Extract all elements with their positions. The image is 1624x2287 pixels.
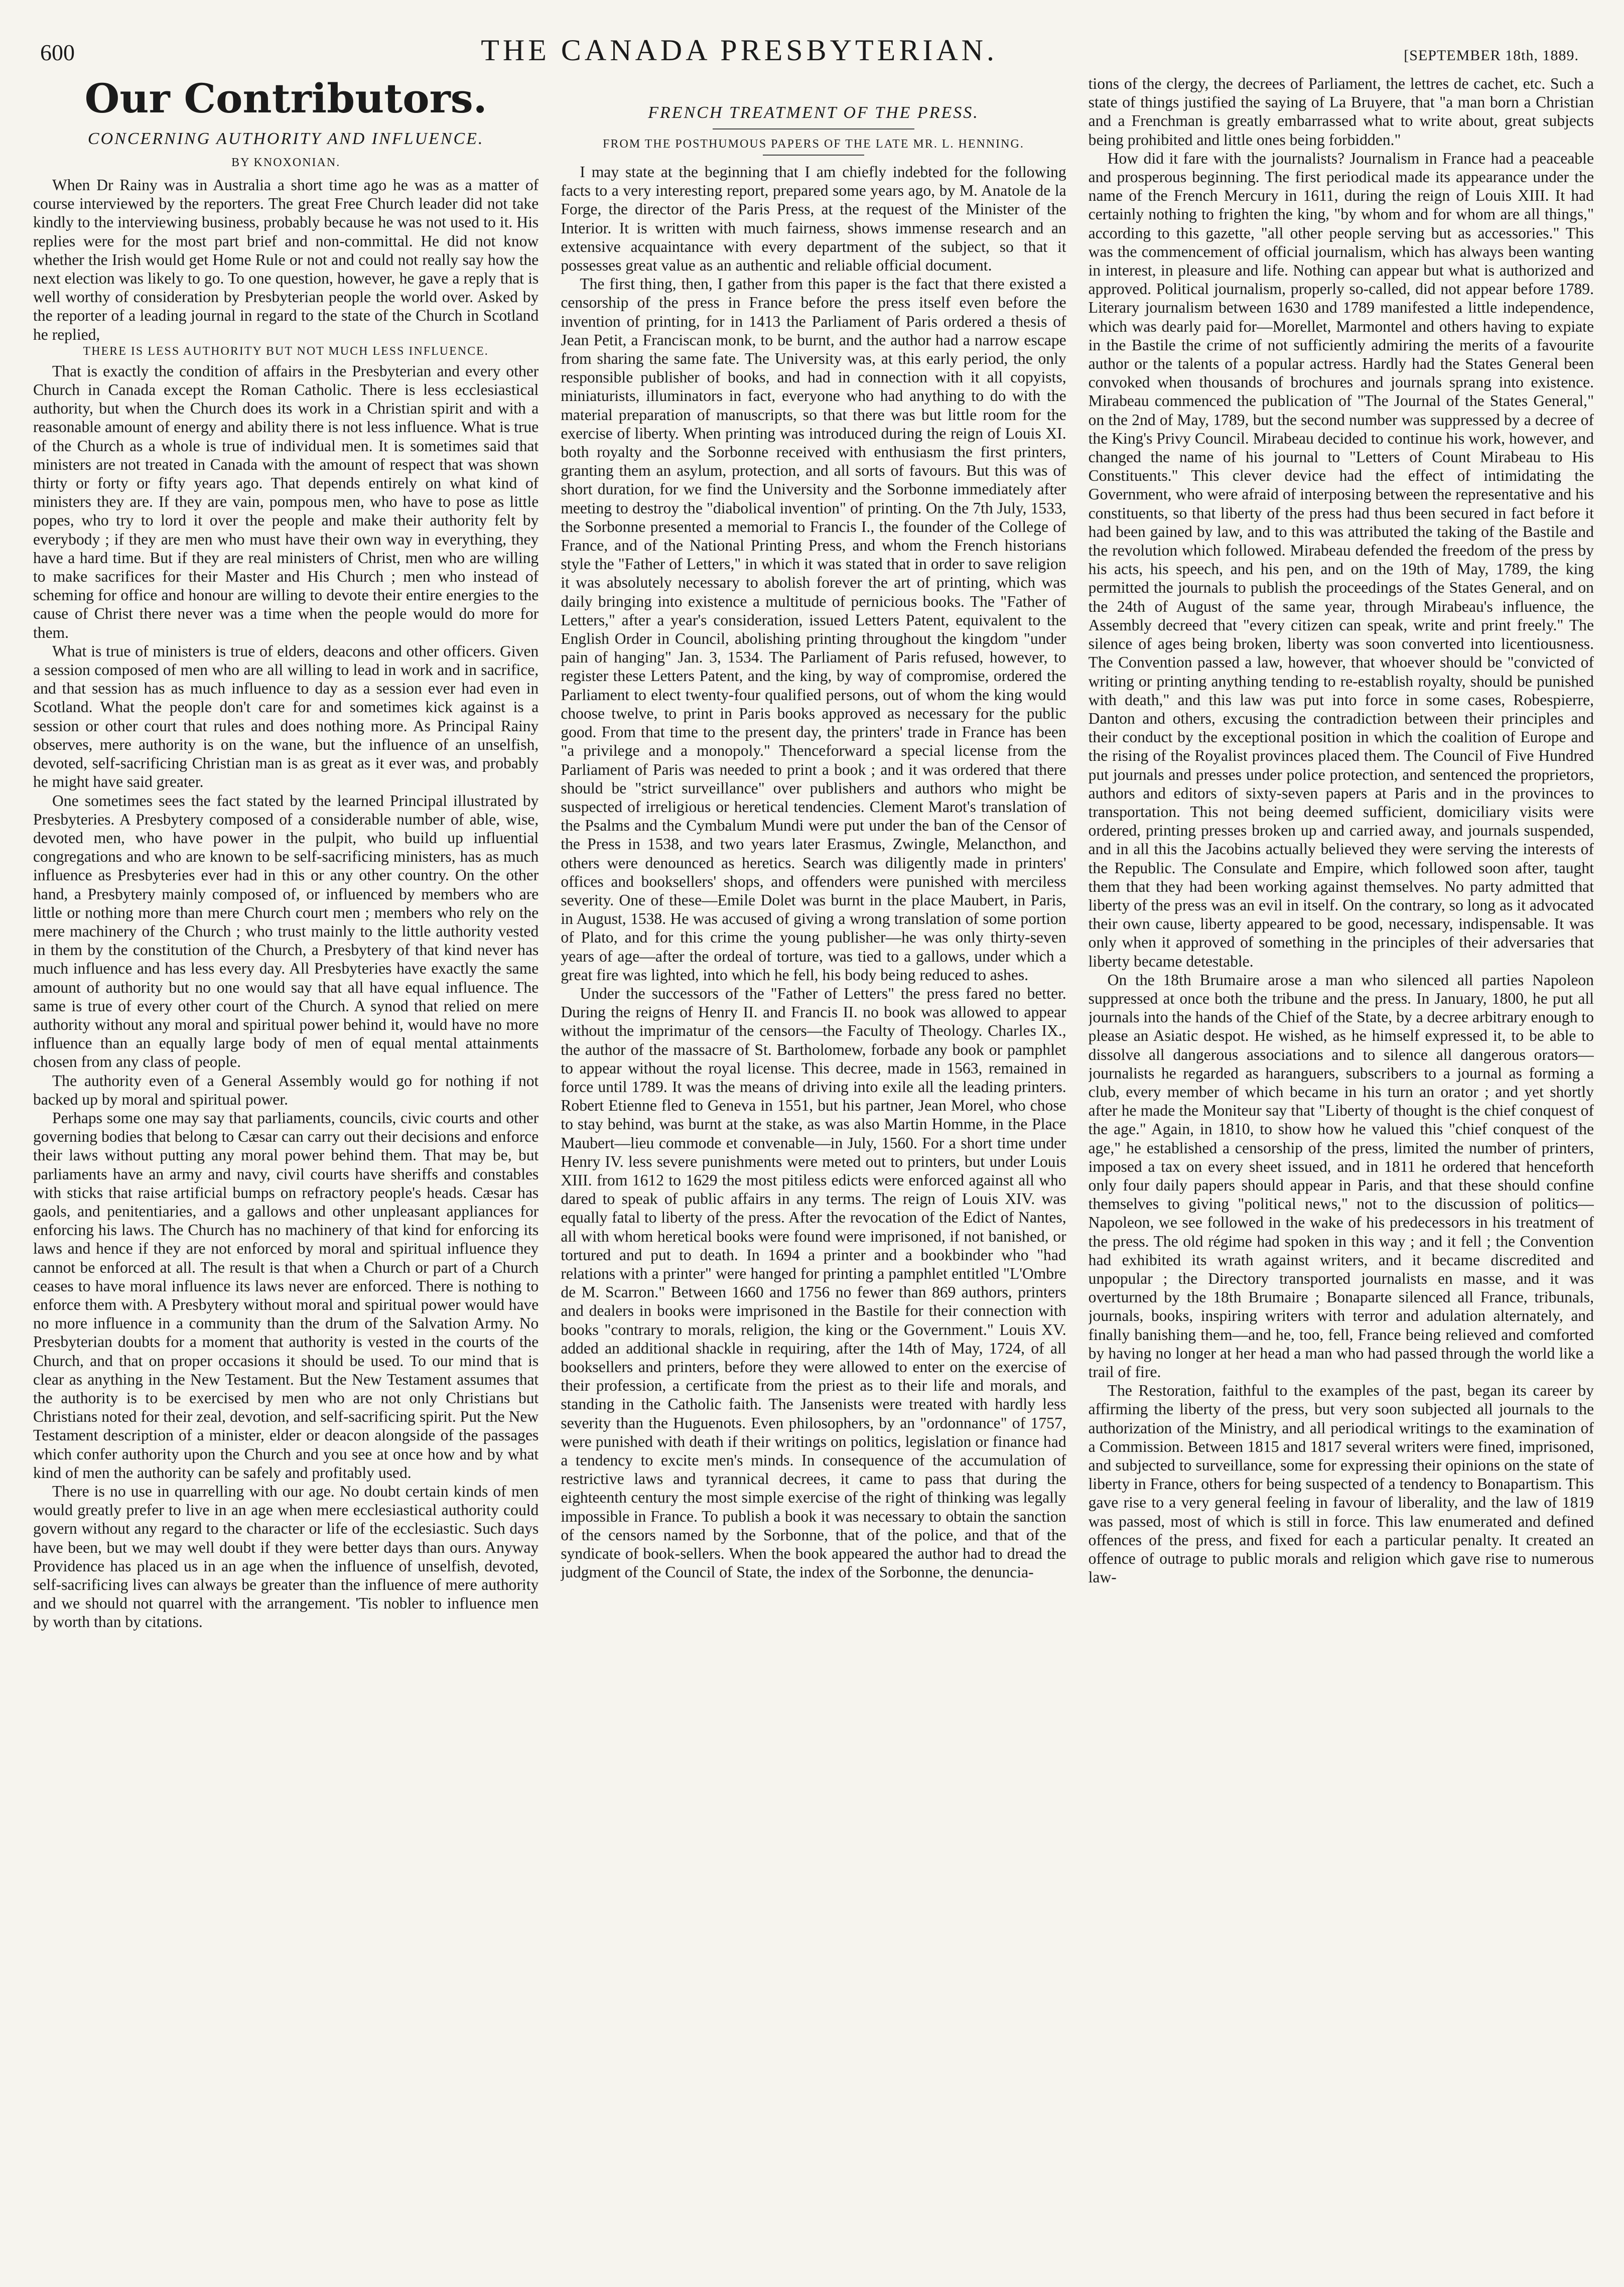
- section-title: Our Contributors.: [84, 75, 487, 122]
- paragraph: Under the successors of the "Father of Letters" the press fared no better. During the reigns of Henry II. and Francis II. no book was allowed to appear without the imprimatur of the censors—the Faculty of Theology. Charles IX., the author of the massacre of St. Bartholomew, forbade any book or pamphlet to appear without the royal license. This decree, made in 1563, remained in force until 1789. It was the means of driving into exile all the leading printers. Robert Etienne fled to Geneva in 1551, but his partner, Jean Morel, who chose to stay behind, was burnt at the stake, as was also Martin Homme, in the Place Maubert—lieu commode et convenable—in July, 1560. For a short time under Henry IV. less severe punishments were meted out to printers, but under Louis XIII. from 1612 to 1629 the most pitiless edicts were enforced against all who dared to speak of public affairs in any terms. The reign of Louis XIV. was equally fatal to liberty of the press. After the revocation of the Edict of Nantes, all with whom heretical books were found were imprisoned, if not banished, or tortured and put to death. In 1694 a printer and a bookbinder who "had relations with a printer" were hanged for printing a pamphlet entitled "L'Ombre de M. Scarron." Between 1660 and 1756 no fewer than 869 authors, printers and dealers in books were imprisoned in the Bastile for their connection with books "contrary to morals, religion, the king or the Government." Louis XV. added an additional shackle in requiring, after the 14th of May, 1724, of all booksellers and printers, before they were allowed to enter on the exercise of their profession, a certificate from the priest as to their life and morals, and standing in the Catholic faith. The Jansenists were treated with hardly less severity than the Huguenots. Even philosophers, by an "ordonnance" of 1757, were punished with death if their writings on politics, legislation or finance had a tendency to excite men's minds. In consequence of the accumulation of restrictive laws and tyrannical decrees, it came to pass that during the eighteenth century the most simple exercise of the right of thinking was legally impossible in France. To publish a book it was necessary to obtain the sanction of the censors named by the Sorbonne, that of the police, and that of the syndicate of book-sellers. When the book appeared the author had to dread the judgment of the Council of State, the index of the Sorbonne, the denuncia-: [561, 984, 1066, 1581]
- pull-quote: THERE IS LESS AUTHORITY BUT NOT MUCH LESS INFLUENCE.: [83, 344, 489, 358]
- divider: [713, 128, 915, 129]
- byline: BY KNOXONIAN.: [231, 156, 341, 169]
- paragraph: How did it fare with the journalists? Journalism in France had a peaceable and prosperous beginning. The first periodical made its appearance under the name of the French Mercury in 1611, during the reign of Louis XIII. It had certainly nothing to frighten the king, "by whom and for whom are all things," according to this gazette, "all other people serving but as accessories." This was the commencement of official journalism, which has always been wanting in interest, in pleasure and life. Nothing can appear but what is authorized and approved. Political journalism, properly so-called, did not appear before 1789. Literary journalism between 1630 and 1789 manifested a little independence, which was dearly paid for—Morellet, Marmontel and others having to expiate in the Bastile the crime of not sufficiently admiring the merits of a favourite author or the talents of a popular actress. Hardly had the States General been convoked when thousands of brochures and journals sprang into existence. Mirabeau commenced the publication of "The Journal of the States General," on the 2nd of May, 1789, but the second number was suppressed by a decree of the King's Privy Council. Mirabeau decided to continue his work, however, and changed the name of his journal to "Letters of Count Mirabeau to His Constituents." This clever device had the effect of intimidating the Government, who were afraid of interposing between the representative and his constituents, so that liberty of the press had thus been secured in fact before it had been gained by law, and to this was attributed the taking of the Bastile and the revolution which followed. Mirabeau defended the freedom of the press by his acts, his speech, and his pen, and on the 19th of May, 1789, the king permitted the journals to publish the proceedings of the States General, and on the 24th of August of the same year, through Mirabeau's influence, the Assembly decreed that "every citizen can speak, write and print freely." The silence of ages being broken, liberty was soon converted into licentiousness. The Convention passed a law, however, that whoever should be "convicted of writing or printing anything tending to re-establish royalty, should be punished with death," and this law was put into force in some cases, Robespierre, Danton and others, excusing the contradiction between their principles and their conduct by the exceptional position in which the coalition of Europe and the rising of the Royalist provinces placed them. The Council of Five Hundred put journals and presses under police protection, and sentenced the proprietors, authors and editors of sixty-seven papers at Paris and in the provinces to transportation. This not being deemed sufficient, domiciliary visits were ordered, printing presses broken up and carried away, and journals suspended, and in all this the Jacobins actually believed they were serving the interests of the Republic. The Consulate and Empire, which followed soon after, taught them that they had been working against themselves. No party admitted that liberty of the press was an evil in itself. On the contrary, so long as it advocated their own cause, liberty appeared to be good, necessary, indispensable. It was only when it approved of something in the principles of their adversaries that liberty became detestable.: [1088, 149, 1594, 970]
- paragraph: The Restoration, faithful to the examples of the past, began its career by affirming the liberty of the press, but very soon subjected all journals to the authorization of the Ministry, and all periodical writings to the examination of a Commission. Between 1815 and 1817 several writers were fined, imprisoned, and subjected to surveillance, some for expressing their opinions on the state of liberty in France, others for being suspected of a tendency to Bonapartism. This gave rise to a very general feeling in favour of liberality, and the law of 1819 was passed, most of which is still in force. This law enumerated and defined offences of the press, and fixed for each a particular penalty. It created an offence of outrage to public morals and religion which gave rise to numerous law-: [1088, 1382, 1594, 1586]
- paragraph: The first thing, then, I gather from this paper is the fact that there existed a censorship of the press in France before the press itself even before the invention of printing, for in 1413 the Parliament of Paris ordered a thesis of Jean Petit, a Franciscan monk, to be burnt, and the author had a narrow escape from sharing the same fate. The University was, at this early period, the only responsible publisher of books, and had in connection with it all copyists, miniaturists, illuminators in fact, everyone who had anything to do with the material preparation of manuscripts, so that there was but little room for the exercise of liberty. When printing was introduced during the reign of Louis XI. both royalty and the Sorbonne received with enthusiasm the first printers, granting them an asylum, protection, and all sorts of favours. But this was of short duration, for we find the University and the Sorbonne immediately after meeting to destroy the "diabolical invention" of printing. On the 7th July, 1533, the Sorbonne presented a memorial to Francis I., the founder of the College of France, and of the National Printing Press, and whom the French historians style the "Father of Letters," in which it was stated that in order to save religion it was absolutely necessary to abolish forever the art of printing, which was daily bringing into existence a multitude of pernicious books. The "Father of Letters," after a year's consideration, issued Letters Patent, equivalent to the English Order in Council, abolishing printing throughout the kingdom "under pain of hanging" Jan. 3, 1534. The Parliament of Paris refused, however, to register these Letters Patent, and the king, by way of compromise, ordered the Parliament to elect twenty-four qualified persons, out of whom the king would choose twelve, to print in Paris books approved as necessary for the public good. From that time to the present day, the printers' trade in France has been "a privilege and a monopoly." Thenceforward a special license from the Parliament of Paris was needed to print a book ; and it was ordered that there should be "strict surveillance" over publishers and authors who might be suspected of irreligious or heretical tendencies. Clement Marot's translation of the Psalms and the Cymbalum Mundi were put under the ban of the Censor of the Press in 1538, and two years later Erasmus, Zwingle, Melancthon, and others were denounced as heretics. Search was diligently made in printers' offices and booksellers' shops, and offenders were punished with merciless severity. One of these—Emile Dolet was burnt in the place Maubert, in Paris, in August, 1538. He was accused of giving a wrong translation of some portion of Plato, and for this crime the young publisher—he was only thirty-seven years of age—after the ordeal of torture, was tied to a gallows, under which a great fire was lighted, into which he fell, his body being reduced to ashes.: [561, 275, 1066, 984]
- newspaper-title: THE CANADA PRESBYTERIAN.: [481, 34, 998, 67]
- column-2: [561, 74, 1066, 2272]
- paragraph: There is no use in quarrelling with our age. No doubt certain kinds of men would greatly prefer to live in an age when mere ecclesiastical authority could govern without any regard to the character or life of the ecclesiastic. Such days have been, but we may well doubt if they were better days than ours. Anyway Providence has placed us in an age when the influence of unselfish, devoted, self-sacrificing lives can always be greater than the influence of mere authority and we should not quarrel with the arrangement. 'Tis nobler to influence men by worth than by citations.: [33, 1483, 539, 1631]
- page-number: 600: [40, 40, 75, 65]
- paragraph: I may state at the beginning that I am chiefly indebted for the following facts to a very interesting report, prepared some years ago, by M. Anatole de la Forge, the director of the Paris Press, at the request of the Minister of the Interior. It is written with much fairness, shows immense research and an extensive acquaintance with every department of the subject, so that it possesses great value as an authentic and reliable official document.: [561, 163, 1066, 275]
- paragraph: When Dr Rainy was in Australia a short time ago he was as a matter of course interviewed by the reporters. The great Free Church leader did not take kindly to the interviewing business, probably because he was not used to it. His replies were for the most part brief and non-committal. He did not know whether the Irish would get Home Rule or not and could not really say how the next election was likely to go. To one question, however, he gave a reply that is well worthy of consideration by Presbyterian people the world over. Asked by the reporter of a leading journal in regard to the state of the Church in Scotland he replied,: [33, 176, 539, 343]
- paragraph: tions of the clergy, the decrees of Parliament, the lettres de cachet, etc. Such a state of things justified the saying of La Bruyere, that "a man born a Christian and a Frenchman is greatly embarrassed what to write about, great subjects being prohibited and little ones being forbidden.": [1088, 75, 1594, 149]
- paragraph: One sometimes sees the fact stated by the learned Principal illustrated by Presbyteries. A Presbytery composed of a considerable number of able, wise, devoted men, who have power in the pulpit, who build up influential congregations and who are known to be self-sacrificing ministers, has as much influence as Presbyteries ever had in this or any other country. On the other hand, a Presbytery mainly composed of, or influenced by members who are little or nothing more than mere Church court men ; members who rely on the mere machinery of the Church ; who trust mainly to the little authority vested in them by the constitution of the Church, a Presbytery of that kind never has much influence and has less every day. All Presbyteries have exactly the same amount of authority but no one would say that all have equal influence. The same is true of every other court of the Church. A synod that relied on mere authority without any moral and spiritual power behind it, would have no more influence than an equally large body of men of equal mental attainments chosen from any class of people.: [33, 791, 539, 1071]
- paragraph: That is exactly the condition of affairs in the Presbyterian and every other Church in Canada except the Roman Catholic. There is less ecclesiastical authority, but when the Church does its work in a Christian spirit and with a reasonable amount of energy and ability there is not less influence. What is true of the Church as a whole is true of individual men. It is sometimes said that ministers are not treated in Canada with the amount of respect that was shown thirty or forty or fifty years ago. That depends entirely on what kind of ministers they are. If they are vain, pompous men, who have to pose as little popes, who try to lord it over the people and make their authority felt by everybody ; if they are men who must have their own way in everything, they have a hard time. But if they are real ministers of Christ, men who are willing to make sacrifices for their Master and His Church ; men who instead of scheming for office and honour are willing to devote their entire energies to the cause of Christ there never was a time when the people would do more for them.: [33, 362, 539, 641]
- paragraph: What is true of ministers is true of elders, deacons and other officers. Given a session composed of men who are all willing to lead in work and in sacrifice, and that session has as much influence to day as a session ever had even in Scotland. What the people don't care for and sometimes kick against is a session or other court that rules and does nothing more. As Principal Rainy observes, mere authority is on the wane, but the influence of an unselfish, devoted, self-sacrificing Christian man is as great as it ever was, and probably he might have said greater.: [33, 642, 539, 791]
- issue-date: [SEPTEMBER 18th, 1889.: [1404, 47, 1579, 64]
- masthead: [40, 33, 1579, 68]
- divider: [763, 155, 864, 156]
- paragraph: The authority even of a General Assembly would go for nothing if not backed up by moral and spiritual power.: [33, 1071, 539, 1108]
- paragraph: On the 18th Brumaire arose a man who silenced all parties Napoleon suppressed at once both the tribune and the press. In January, 1800, he put all journals into the hands of the Chief of the State, by a decree arbitrary enough to please an Asiatic despot. He wished, as he himself expressed it, to be able to dissolve all dangerous associations and to silence all dangerous orators—journalists he regarded as haranguers, subscribers to a journal as forming a club, every member of which became in his turn an orator ; and yet shortly after he made the Moniteur say that "Liberty of thought is the chief conquest of the age." Again, in 1810, to show how he valued this "chief conquest of the age," he established a censorship of the press, limited the number of printers, imposed a tax on every sheet issued, and in 1811 he ordered that henceforth only four daily papers should appear in Paris, and that these should confine themselves to giving "political news," not to the discussion of politics—Napoleon, we see followed in the wake of his predecessors in his treatment of the press. The old régime had spoken in this way ; and it fell ; the Convention had exhibited its wrath against writers, and it became discredited and unpopular ; the Directory transported journalists en masse, and it was overturned by the 18th Brumaire ; Bonaparte silenced all France, tribunals, journals, books, inspiring writers with terror and adulation alternately, and finally banishing them—and he, too, fell, France being relieved and comforted by having no longer at her head a man who had passed through the world like a trail of fire.: [1088, 971, 1594, 1381]
- article-title: FRENCH TREATMENT OF THE PRESS.: [648, 103, 979, 122]
- text-columns: [33, 74, 1594, 2272]
- article-title: CONCERNING AUTHORITY AND INFLUENCE.: [87, 129, 484, 148]
- column-1: [33, 74, 538, 2272]
- paragraph: Perhaps some one may say that parliaments, councils, civic courts and other governing bodies that belong to Cæsar can carry out their decisions and enforce their laws without putting any moral power behind them. That may be, but parliaments have an army and navy, civil courts have sheriffs and constables with sticks that raise artificial bumps on refractory people's heads. Cæsar has gaols, and penitentiaries, and a gallows and other unpleasant appliances for enforcing his laws. The Church has no machinery of that kind for enforcing its laws and hence if they are not enforced by moral and spiritual influence they cannot be enforced at all. The result is that when a Church or part of a Church ceases to have moral influence its laws never are enforced. There is nothing to enforce them with. A Presbytery without moral and spiritual power would have no more influence in a community than the drum of the Salvation Army. No Presbyterian doubts for a moment that authority is vested in the courts of the Church, and that on proper occasions it should be used. To our mind that is clear as anything in the New Testament. But the New Testament assumes that the authority is to be exercised by men who are not only Christians but Christians noted for their zeal, devotion, and self-sacrificing spirit. Put the New Testament description of a minister, elder or deacon alongside of the passages which confer authority upon the Church and you see at once how and by what kind of men the authority can be safely and profitably used.: [33, 1109, 539, 1482]
- article-subhead: FROM THE POSTHUMOUS PAPERS OF THE LATE MR. L. HENNING.: [603, 138, 1024, 151]
- column-3: [1089, 74, 1594, 2272]
